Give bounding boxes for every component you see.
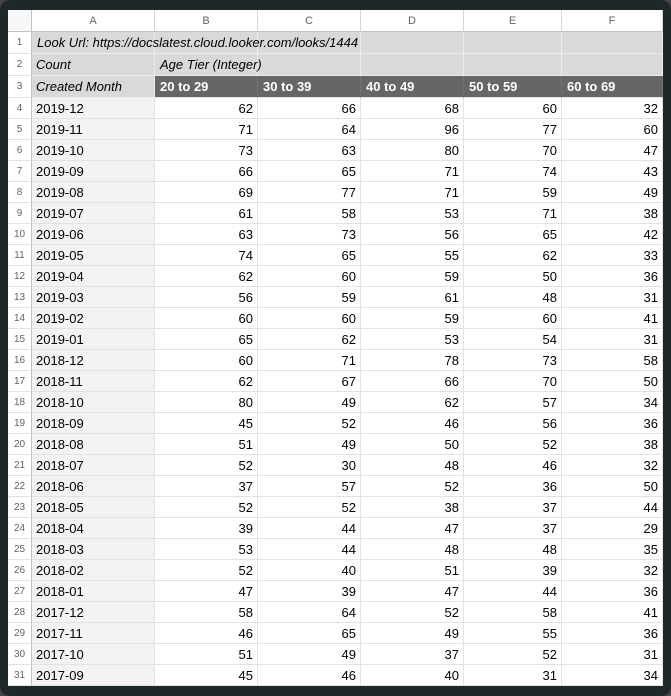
table-row bbox=[8, 308, 663, 329]
value-cell[interactable]: 60 bbox=[155, 308, 258, 329]
value-cell[interactable]: 52 bbox=[258, 497, 361, 518]
value-cell[interactable]: 62 bbox=[155, 266, 258, 287]
value-cell[interactable]: 37 bbox=[464, 518, 562, 539]
value-cell[interactable]: 69 bbox=[155, 182, 258, 203]
row-number-cell[interactable]: 6 bbox=[8, 140, 32, 161]
row-number-cell[interactable]: 10 bbox=[8, 224, 32, 245]
month-cell[interactable]: 2019-12 bbox=[32, 98, 155, 119]
month-cell[interactable]: 2018-10 bbox=[32, 392, 155, 413]
value-cell[interactable]: 36 bbox=[562, 581, 663, 602]
value-cell[interactable]: 32 bbox=[562, 98, 663, 119]
value-cell[interactable]: 52 bbox=[258, 413, 361, 434]
row-number-cell[interactable]: 14 bbox=[8, 308, 32, 329]
value-cell[interactable]: 32 bbox=[562, 560, 663, 581]
value-cell[interactable]: 52 bbox=[464, 434, 562, 455]
value-cell[interactable]: 44 bbox=[258, 518, 361, 539]
table-row bbox=[8, 371, 663, 392]
value-cell[interactable]: 31 bbox=[464, 665, 562, 686]
value-cell[interactable]: 36 bbox=[562, 623, 663, 644]
select-all-corner[interactable] bbox=[8, 10, 32, 32]
row-number-cell[interactable]: 22 bbox=[8, 476, 32, 497]
value-cell[interactable]: 46 bbox=[361, 413, 464, 434]
table-row bbox=[8, 119, 663, 140]
value-cell[interactable]: 74 bbox=[464, 161, 562, 182]
row-number-cell[interactable]: 12 bbox=[8, 266, 32, 287]
month-cell[interactable]: 2018-12 bbox=[32, 350, 155, 371]
value-cell[interactable]: 77 bbox=[464, 119, 562, 140]
value-cell[interactable]: 74 bbox=[155, 245, 258, 266]
table-row bbox=[8, 287, 663, 308]
value-cell[interactable]: 57 bbox=[464, 392, 562, 413]
value-cell[interactable]: 59 bbox=[361, 266, 464, 287]
table-row bbox=[8, 350, 663, 371]
created-month-label-cell[interactable]: Created Month bbox=[32, 76, 155, 98]
value-cell[interactable]: 65 bbox=[464, 224, 562, 245]
value-cell[interactable]: 58 bbox=[562, 350, 663, 371]
spreadsheet bbox=[8, 10, 663, 686]
value-cell[interactable]: 65 bbox=[258, 161, 361, 182]
empty-cell[interactable] bbox=[258, 54, 361, 76]
row-number-cell[interactable]: 25 bbox=[8, 539, 32, 560]
value-cell[interactable]: 52 bbox=[155, 497, 258, 518]
month-cell[interactable]: 2018-11 bbox=[32, 371, 155, 392]
value-cell[interactable]: 77 bbox=[258, 182, 361, 203]
value-cell[interactable]: 73 bbox=[464, 350, 562, 371]
month-cell[interactable]: 2018-05 bbox=[32, 497, 155, 518]
row-number-cell[interactable]: 21 bbox=[8, 455, 32, 476]
value-cell[interactable]: 48 bbox=[464, 287, 562, 308]
value-cell[interactable]: 50 bbox=[464, 266, 562, 287]
value-cell[interactable]: 37 bbox=[464, 497, 562, 518]
value-cell[interactable]: 39 bbox=[464, 560, 562, 581]
table-row bbox=[8, 266, 663, 287]
value-cell[interactable]: 53 bbox=[361, 203, 464, 224]
value-cell[interactable]: 35 bbox=[562, 539, 663, 560]
value-cell[interactable]: 61 bbox=[155, 203, 258, 224]
value-cell[interactable]: 47 bbox=[361, 518, 464, 539]
row-number-cell[interactable]: 2 bbox=[8, 54, 32, 76]
value-cell[interactable]: 47 bbox=[562, 140, 663, 161]
value-cell[interactable]: 73 bbox=[258, 224, 361, 245]
table-row bbox=[8, 413, 663, 434]
empty-cell[interactable] bbox=[464, 54, 562, 76]
value-cell[interactable]: 50 bbox=[562, 476, 663, 497]
value-cell[interactable]: 54 bbox=[464, 329, 562, 350]
value-cell[interactable]: 58 bbox=[155, 602, 258, 623]
value-cell[interactable]: 63 bbox=[258, 140, 361, 161]
month-cell[interactable]: 2019-10 bbox=[32, 140, 155, 161]
value-cell[interactable]: 36 bbox=[464, 476, 562, 497]
value-cell[interactable]: 65 bbox=[155, 329, 258, 350]
value-cell[interactable]: 43 bbox=[562, 161, 663, 182]
value-cell[interactable]: 50 bbox=[562, 371, 663, 392]
value-cell[interactable]: 50 bbox=[361, 434, 464, 455]
value-cell[interactable]: 51 bbox=[361, 560, 464, 581]
value-cell[interactable]: 40 bbox=[361, 665, 464, 686]
row-number-cell[interactable]: 24 bbox=[8, 518, 32, 539]
tier-header-30-39[interactable]: 30 to 39 bbox=[258, 76, 361, 98]
month-cell[interactable]: 2019-11 bbox=[32, 119, 155, 140]
month-cell[interactable]: 2018-04 bbox=[32, 518, 155, 539]
value-cell[interactable]: 53 bbox=[155, 539, 258, 560]
row-number-cell[interactable]: 16 bbox=[8, 350, 32, 371]
table-row bbox=[8, 329, 663, 350]
tier-header-row bbox=[8, 76, 663, 98]
column-header-row bbox=[8, 10, 663, 32]
value-cell[interactable]: 56 bbox=[155, 287, 258, 308]
value-cell[interactable]: 60 bbox=[464, 98, 562, 119]
table-row bbox=[8, 518, 663, 539]
month-cell[interactable]: 2019-09 bbox=[32, 161, 155, 182]
table-row bbox=[8, 623, 663, 644]
value-cell[interactable]: 60 bbox=[155, 350, 258, 371]
value-cell[interactable]: 36 bbox=[562, 266, 663, 287]
table-row bbox=[8, 140, 663, 161]
value-cell[interactable]: 38 bbox=[562, 434, 663, 455]
value-cell[interactable]: 49 bbox=[258, 392, 361, 413]
meta-row-look-url bbox=[8, 32, 663, 54]
table-row bbox=[8, 539, 663, 560]
value-cell[interactable]: 52 bbox=[361, 602, 464, 623]
empty-cell[interactable] bbox=[562, 32, 663, 54]
value-cell[interactable]: 58 bbox=[258, 203, 361, 224]
value-cell[interactable]: 78 bbox=[361, 350, 464, 371]
value-cell[interactable]: 65 bbox=[258, 245, 361, 266]
row-number-cell[interactable]: 17 bbox=[8, 371, 32, 392]
value-cell[interactable]: 33 bbox=[562, 245, 663, 266]
month-cell[interactable]: 2019-02 bbox=[32, 308, 155, 329]
value-cell[interactable]: 31 bbox=[562, 644, 663, 665]
value-cell[interactable]: 73 bbox=[155, 140, 258, 161]
table-row bbox=[8, 581, 663, 602]
column-header-e[interactable]: E bbox=[464, 10, 562, 32]
tier-header-20-29[interactable]: 20 to 29 bbox=[155, 76, 258, 98]
table-row bbox=[8, 434, 663, 455]
table-row bbox=[8, 392, 663, 413]
value-cell[interactable]: 49 bbox=[258, 434, 361, 455]
count-label-cell[interactable]: Count bbox=[32, 54, 155, 76]
value-cell[interactable]: 64 bbox=[258, 602, 361, 623]
value-cell[interactable]: 56 bbox=[361, 224, 464, 245]
look-url-cell[interactable] bbox=[32, 32, 155, 54]
table-row bbox=[8, 476, 663, 497]
value-cell[interactable]: 96 bbox=[361, 119, 464, 140]
table-row bbox=[8, 182, 663, 203]
month-cell[interactable]: 2018-02 bbox=[32, 560, 155, 581]
row-number-cell[interactable]: 28 bbox=[8, 602, 32, 623]
value-cell[interactable]: 37 bbox=[155, 476, 258, 497]
value-cell[interactable]: 59 bbox=[361, 308, 464, 329]
age-tier-label-text: Age Tier (Integer) bbox=[160, 57, 262, 72]
value-cell[interactable]: 52 bbox=[361, 476, 464, 497]
row-number-cell[interactable]: 11 bbox=[8, 245, 32, 266]
table-row bbox=[8, 161, 663, 182]
value-cell[interactable]: 34 bbox=[562, 392, 663, 413]
value-cell[interactable]: 53 bbox=[361, 329, 464, 350]
value-cell[interactable]: 40 bbox=[258, 560, 361, 581]
month-cell[interactable]: 2018-08 bbox=[32, 434, 155, 455]
value-cell[interactable]: 58 bbox=[464, 602, 562, 623]
value-cell[interactable]: 56 bbox=[464, 413, 562, 434]
column-header-f[interactable]: F bbox=[562, 10, 663, 32]
value-cell[interactable]: 42 bbox=[562, 224, 663, 245]
value-cell[interactable]: 61 bbox=[361, 287, 464, 308]
value-cell[interactable]: 49 bbox=[258, 644, 361, 665]
column-header-a[interactable]: A bbox=[32, 10, 155, 32]
month-cell[interactable]: 2019-01 bbox=[32, 329, 155, 350]
value-cell[interactable]: 48 bbox=[464, 539, 562, 560]
column-header-c[interactable]: C bbox=[258, 10, 361, 32]
value-cell[interactable]: 48 bbox=[361, 539, 464, 560]
value-cell[interactable]: 48 bbox=[361, 455, 464, 476]
value-cell[interactable]: 51 bbox=[155, 644, 258, 665]
row-number-cell[interactable]: 26 bbox=[8, 560, 32, 581]
look-url-text: Look Url: https://docslatest.cloud.looker.com/looks/1444 bbox=[37, 35, 359, 50]
row-number-cell[interactable]: 27 bbox=[8, 581, 32, 602]
value-cell[interactable]: 44 bbox=[258, 539, 361, 560]
value-cell[interactable]: 62 bbox=[361, 392, 464, 413]
month-cell[interactable]: 2018-01 bbox=[32, 581, 155, 602]
row-number-cell[interactable]: 20 bbox=[8, 434, 32, 455]
value-cell[interactable]: 62 bbox=[464, 245, 562, 266]
value-cell[interactable]: 71 bbox=[464, 203, 562, 224]
empty-cell[interactable] bbox=[258, 32, 361, 54]
empty-cell[interactable] bbox=[562, 54, 663, 76]
value-cell[interactable]: 62 bbox=[155, 371, 258, 392]
month-cell[interactable]: 2018-09 bbox=[32, 413, 155, 434]
value-cell[interactable]: 46 bbox=[258, 665, 361, 686]
row-number-cell[interactable]: 7 bbox=[8, 161, 32, 182]
value-cell[interactable]: 55 bbox=[361, 245, 464, 266]
month-cell[interactable]: 2017-11 bbox=[32, 623, 155, 644]
table-row bbox=[8, 665, 663, 686]
row-number-cell[interactable]: 23 bbox=[8, 497, 32, 518]
month-cell[interactable]: 2018-06 bbox=[32, 476, 155, 497]
value-cell[interactable]: 49 bbox=[361, 623, 464, 644]
value-cell[interactable]: 60 bbox=[258, 308, 361, 329]
value-cell[interactable]: 71 bbox=[361, 182, 464, 203]
value-cell[interactable]: 36 bbox=[562, 413, 663, 434]
value-cell[interactable]: 52 bbox=[464, 644, 562, 665]
value-cell[interactable]: 32 bbox=[562, 455, 663, 476]
value-cell[interactable]: 29 bbox=[562, 518, 663, 539]
empty-cell[interactable] bbox=[361, 32, 464, 54]
value-cell[interactable]: 60 bbox=[258, 266, 361, 287]
value-cell[interactable]: 55 bbox=[464, 623, 562, 644]
month-cell[interactable]: 2019-03 bbox=[32, 287, 155, 308]
tier-header-50-59[interactable]: 50 to 59 bbox=[464, 76, 562, 98]
row-number-cell[interactable]: 1 bbox=[8, 32, 32, 54]
row-number-cell[interactable]: 9 bbox=[8, 203, 32, 224]
month-cell[interactable]: 2017-10 bbox=[32, 644, 155, 665]
value-cell[interactable]: 62 bbox=[258, 329, 361, 350]
table-row bbox=[8, 245, 663, 266]
value-cell[interactable]: 39 bbox=[155, 518, 258, 539]
table-row bbox=[8, 224, 663, 245]
value-cell[interactable]: 46 bbox=[155, 623, 258, 644]
month-cell[interactable]: 2019-06 bbox=[32, 224, 155, 245]
value-cell[interactable]: 80 bbox=[155, 392, 258, 413]
row-number-cell[interactable]: 13 bbox=[8, 287, 32, 308]
month-cell[interactable]: 2017-12 bbox=[32, 602, 155, 623]
value-cell[interactable]: 64 bbox=[258, 119, 361, 140]
table-row bbox=[8, 455, 663, 476]
age-tier-label-cell[interactable] bbox=[155, 54, 258, 76]
tier-header-40-49[interactable]: 40 to 49 bbox=[361, 76, 464, 98]
table-row bbox=[8, 560, 663, 581]
value-cell[interactable]: 66 bbox=[155, 161, 258, 182]
month-cell[interactable]: 2019-04 bbox=[32, 266, 155, 287]
value-cell[interactable]: 80 bbox=[361, 140, 464, 161]
month-cell[interactable]: 2019-07 bbox=[32, 203, 155, 224]
value-cell[interactable]: 60 bbox=[562, 119, 663, 140]
value-cell[interactable]: 68 bbox=[361, 98, 464, 119]
value-cell[interactable]: 38 bbox=[562, 203, 663, 224]
row-number-cell[interactable]: 18 bbox=[8, 392, 32, 413]
column-header-b[interactable]: B bbox=[155, 10, 258, 32]
row-number-cell[interactable]: 30 bbox=[8, 644, 32, 665]
meta-row-pivot-label bbox=[8, 54, 663, 76]
value-cell[interactable]: 31 bbox=[562, 329, 663, 350]
value-cell[interactable]: 44 bbox=[562, 497, 663, 518]
month-cell[interactable]: 2019-08 bbox=[32, 182, 155, 203]
row-number-cell[interactable]: 3 bbox=[8, 76, 32, 98]
empty-cell[interactable] bbox=[155, 32, 258, 54]
month-cell[interactable]: 2019-05 bbox=[32, 245, 155, 266]
value-cell[interactable]: 31 bbox=[562, 287, 663, 308]
value-cell[interactable]: 45 bbox=[155, 413, 258, 434]
table-row bbox=[8, 497, 663, 518]
table-row bbox=[8, 203, 663, 224]
table-row bbox=[8, 602, 663, 623]
value-cell[interactable]: 71 bbox=[361, 161, 464, 182]
value-cell[interactable]: 45 bbox=[155, 665, 258, 686]
value-cell[interactable]: 51 bbox=[155, 434, 258, 455]
value-cell[interactable]: 65 bbox=[258, 623, 361, 644]
value-cell[interactable]: 30 bbox=[258, 455, 361, 476]
row-number-cell[interactable]: 29 bbox=[8, 623, 32, 644]
value-cell[interactable]: 71 bbox=[258, 350, 361, 371]
value-cell[interactable]: 66 bbox=[361, 371, 464, 392]
value-cell[interactable]: 52 bbox=[155, 560, 258, 581]
value-cell[interactable]: 67 bbox=[258, 371, 361, 392]
value-cell[interactable]: 47 bbox=[361, 581, 464, 602]
value-cell[interactable]: 44 bbox=[464, 581, 562, 602]
month-cell[interactable]: 2018-07 bbox=[32, 455, 155, 476]
table-row bbox=[8, 644, 663, 665]
tier-header-60-69[interactable]: 60 to 69 bbox=[562, 76, 663, 98]
value-cell[interactable]: 66 bbox=[258, 98, 361, 119]
value-cell[interactable]: 38 bbox=[361, 497, 464, 518]
empty-cell[interactable] bbox=[361, 54, 464, 76]
empty-cell[interactable] bbox=[464, 32, 562, 54]
value-cell[interactable]: 62 bbox=[155, 98, 258, 119]
value-cell[interactable]: 71 bbox=[155, 119, 258, 140]
value-cell[interactable]: 41 bbox=[562, 308, 663, 329]
value-cell[interactable]: 34 bbox=[562, 665, 663, 686]
row-number-cell[interactable]: 19 bbox=[8, 413, 32, 434]
value-cell[interactable]: 70 bbox=[464, 371, 562, 392]
data-rows-container bbox=[8, 98, 663, 686]
row-number-cell[interactable]: 31 bbox=[8, 665, 32, 686]
value-cell[interactable]: 52 bbox=[155, 455, 258, 476]
value-cell[interactable]: 63 bbox=[155, 224, 258, 245]
value-cell[interactable]: 39 bbox=[258, 581, 361, 602]
value-cell[interactable]: 59 bbox=[258, 287, 361, 308]
value-cell[interactable]: 47 bbox=[155, 581, 258, 602]
row-number-cell[interactable]: 8 bbox=[8, 182, 32, 203]
value-cell[interactable]: 59 bbox=[464, 182, 562, 203]
value-cell[interactable]: 57 bbox=[258, 476, 361, 497]
table-row bbox=[8, 98, 663, 119]
value-cell[interactable]: 41 bbox=[562, 602, 663, 623]
value-cell[interactable]: 70 bbox=[464, 140, 562, 161]
value-cell[interactable]: 46 bbox=[464, 455, 562, 476]
month-cell[interactable]: 2017-09 bbox=[32, 665, 155, 686]
month-cell[interactable]: 2018-03 bbox=[32, 539, 155, 560]
value-cell[interactable]: 49 bbox=[562, 182, 663, 203]
row-number-cell[interactable]: 4 bbox=[8, 98, 32, 119]
value-cell[interactable]: 60 bbox=[464, 308, 562, 329]
row-number-cell[interactable]: 5 bbox=[8, 119, 32, 140]
row-number-cell[interactable]: 15 bbox=[8, 329, 32, 350]
column-header-d[interactable]: D bbox=[361, 10, 464, 32]
value-cell[interactable]: 37 bbox=[361, 644, 464, 665]
